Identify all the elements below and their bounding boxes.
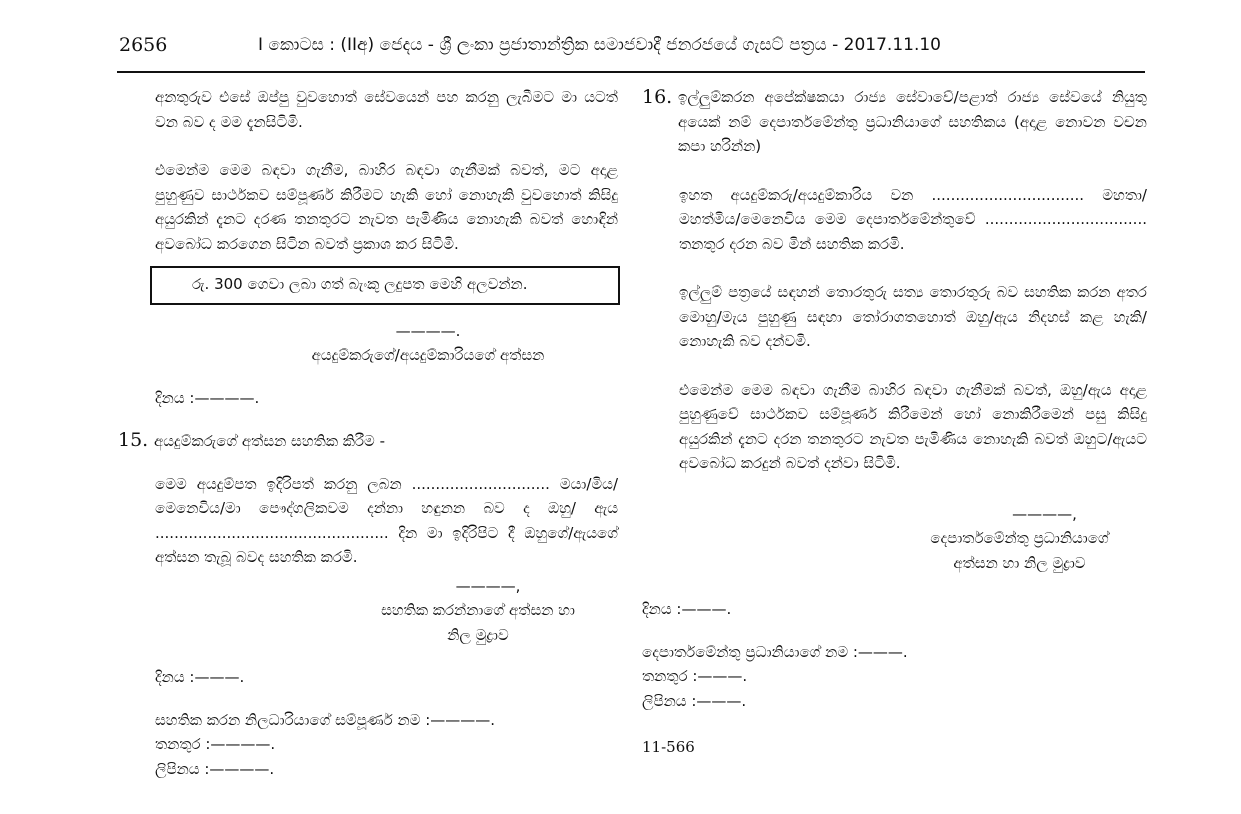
header-rule [117, 71, 1145, 73]
head-seal-label: අත්සන හා නිල මුද්‍රාව [953, 553, 1086, 572]
certifier-seal-label: නිල මුද්‍රාව [447, 625, 509, 644]
section-15-title: අයදුම්කරුගේ අත්සන සහතික කිරීම - [154, 432, 385, 450]
applicant-signature-label: අයදුම්කරුගේ/අයදුම්කාරියගේ අත්සන [311, 346, 545, 364]
recruitment-declaration-paragraph: එමෙන්ම මෙම බඳවා ගැනීම, බාහිර බඳවා ගැනීමක් බවත්, මට අදාළ පුහුණුව සාර්ථකව සම්පූර්ණ කිරීමට හැකි හෝ නොහැකි වුවහොත් කිසිදු අයුරකින් දැනට දරණ තනතුරට නැවත පැමිණිය නොහැකි බවත් හොඳින් අවබෝධ කරගෙන සිටින බවත් ප්‍රකාශ කර සිටිමි. [155, 161, 618, 253]
head-name-field: දෙපාර්තමේන්තු ප්‍රධානියාගේ නම :———. [642, 642, 908, 661]
information-true-paragraph: ඉල්ලුම් පත්‍රයේ සඳහන් තොරතුරු සත්‍ය තොරතුරු බව සහතික කරන අතර මොහු/මැය පුහුණු සඳහා තෝරාගතහොත් ඔහු/ඇය නිදහස් කළ හැකි/නොහැකි බව දන්වමි. [679, 283, 1147, 350]
external-recruitment-paragraph: එමෙන්ම මෙම බඳවා ගැනීම බාහිර බඳවා ගැනීමක් බවත්, ඔහු/ඇය අදාළ පුහුණුවේ සාර්ථකව සම්පූර්ණ කිරීමෙන් හෝ නොකිරීමෙන් පසු කිසිදු අයුරකින් දැනට දරන තනතුරට නැවත පැමිණිය නොහැකි බවත් ඔහුට/ඇයට අවබෝධ කරදුන් බවත් දන්වා සිටිමි. [679, 380, 1147, 472]
section-16-heading [642, 85, 1147, 159]
page-number: 2656 [119, 34, 168, 56]
certifier-signature-label: සහතික කරන්නාගේ අත්සන හා [381, 601, 575, 619]
section-15-number: 15. [118, 429, 149, 451]
certification-paragraph: මෙම අයදුම්පත ඉදිරිපත් කරනු ලබන ............................. මයා/මිය/මෙනෙවිය/මා පෞද්ගලිකවම දන්නා හඳුනන බව ද ඔහු/ ඇය ................................................. දින මා ඉදිරිපිට දී ඔහුගේ/ඇයගේ අත්සන තැබූ බවද සහතික කරමි. [155, 474, 618, 566]
head-address-field: ලිපිනය :———. [642, 691, 747, 710]
right-column [642, 85, 1147, 760]
section-16-title: ඉල්ලුම්කරන අපේක්ෂකයා රාජ්‍ය සේවාවේ/පළාත් රාජ්‍ය සේවයේ නියුතු අයෙක් නම් දෙපාර්තමේන්තු ප්‍රධානියාගේ සහතිකය (අදාළ නොවන වචන කපා හරින්න) [678, 88, 1147, 155]
officer-full-name-field: සහතික කරන නිලධාරියාගේ සම්පූර්ණ නම :————. [155, 710, 496, 729]
section-15-heading [118, 428, 618, 454]
applicant-signature-line: ————. [395, 321, 461, 340]
certifier-signature-line: ————, [455, 576, 521, 595]
officer-address-field: ලිපිනය :————. [155, 759, 275, 778]
bank-receipt-label: රු. 300 ගෙවා ලබා ගත් බැංකු ලදුපත මෙහි අලවන්න. [192, 275, 528, 293]
employment-certification-paragraph: ඉහත අයදුම්කරු/අයදුම්කාරිය වන ................................ මහතා/මහත්මිය/මෙනෙවිය මෙම දෙපාර්තමේන්තුවේ .................................. තනතුර දරන බව මින් සහතික කරමි. [679, 185, 1147, 253]
gazette-header-title: I කොටස : (IIඅ) ජෙදය - ශ්‍රී ලංකා ප්‍රජාතාන්ත්‍රික සමාජවාදී ජනරජයේ ගැසට් පත්‍රය - 2017.11.10 [258, 35, 941, 55]
head-signature-label: දෙපාර්තමේන්තු ප්‍රධානියාගේ [930, 529, 1109, 547]
head-post-field: තනතුර :———. [642, 667, 748, 685]
section-16-number: 16. [642, 86, 673, 108]
applicant-date-field: දිනය :————. [155, 388, 260, 407]
officer-post-field: තනතුර :————. [155, 735, 276, 753]
dismissal-paragraph: අනතුරුව එසේ ඔප්පු වුවහොත් සේවයෙන් පහ කරනු ලැබීමට මා යටත් වන බව ද මම දැනසිටිමි. [155, 88, 618, 131]
left-column [118, 85, 618, 781]
head-signature-line: ————, [1012, 504, 1077, 523]
certifier-date-field: දිනය :———. [155, 668, 245, 686]
notice-reference-number: 11-566 [642, 738, 695, 756]
head-date-field: දිනය :———. [642, 600, 732, 618]
bank-receipt-box [150, 266, 620, 305]
